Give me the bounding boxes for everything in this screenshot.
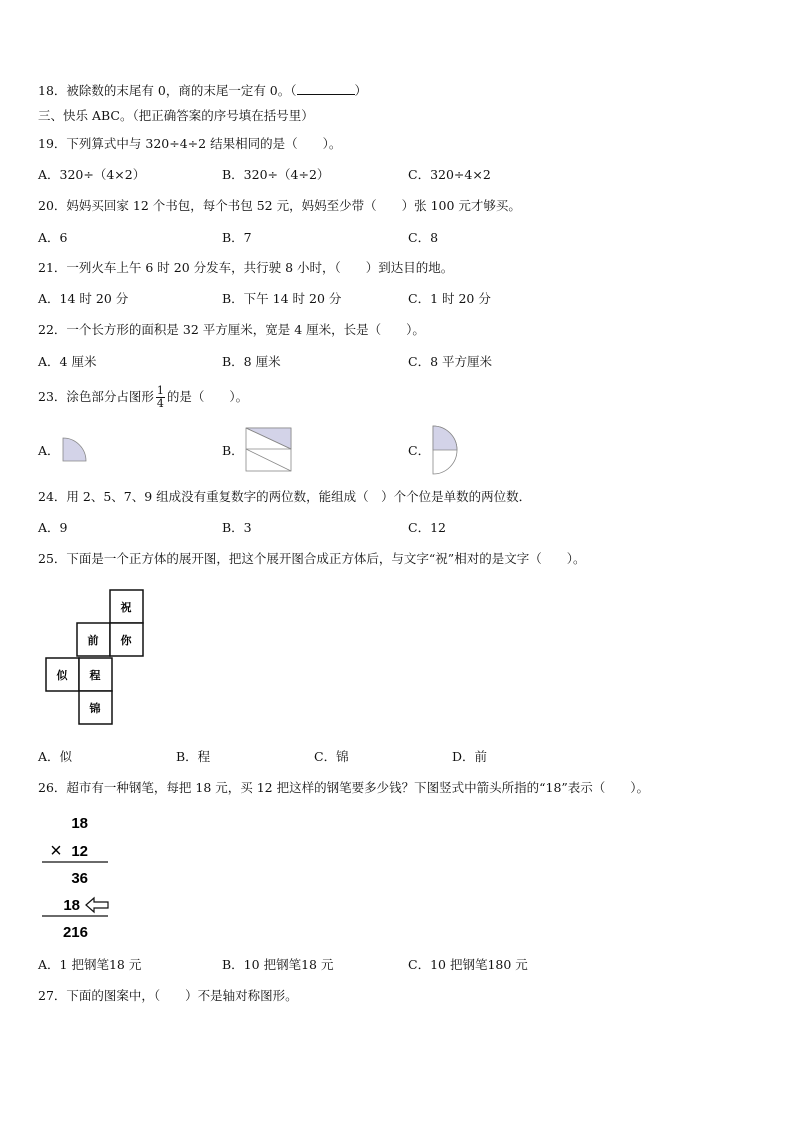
question-18 [38, 83, 367, 99]
question-26-stem: 26．超市有一种钢笔，每把 18 元，买 12 把这样的钢笔要多少钱？下图竖式中箭头所指的“18”表示（ ）。 [38, 780, 650, 795]
q18-close-paren: ） [354, 83, 368, 98]
q23-option-a[interactable]: A． [38, 443, 60, 458]
calc-partial-product-2: 18 [63, 897, 80, 914]
q19-option-c[interactable]: C．320÷4×2 [408, 167, 491, 182]
net-cell-zhu: 祝 [120, 601, 132, 614]
left-arrow-icon [86, 898, 108, 912]
q21-option-c[interactable]: C．1 时 20 分 [408, 291, 491, 306]
calc-result: 216 [62, 924, 88, 941]
q21-option-b[interactable]: B．下午 14 时 20 分 [222, 291, 342, 306]
question-27-stem: 27．下面的图案中，（ ）不是轴对称图形。 [38, 988, 298, 1003]
q24-option-b[interactable]: B．3 [222, 520, 252, 535]
q21-option-a[interactable]: A．14 时 20 分 [38, 291, 129, 306]
q19-option-b[interactable]: B．320÷（4÷2） [222, 167, 330, 182]
q26-option-a[interactable]: A．1 把钢笔18 元 [38, 957, 142, 972]
q25-option-c[interactable]: C．锦 [314, 749, 349, 764]
semicircle-figure [430, 424, 460, 476]
q24-option-a[interactable]: A．9 [38, 520, 68, 535]
q19-option-a[interactable]: A．320÷（4×2） [38, 167, 146, 182]
question-19-stem: 19．下列算式中与 320÷4÷2 结果相同的是（ ）。 [38, 136, 342, 151]
net-cell-cheng: 程 [89, 669, 101, 682]
q24-option-c[interactable]: C．12 [408, 520, 446, 535]
fraction-one-quarter [156, 385, 165, 410]
cube-net-figure [44, 588, 148, 730]
q18-text: 18．被除数的末尾有 0，商的末尾一定有 0。（ [38, 83, 297, 98]
q23-option-c[interactable]: C． [408, 443, 431, 458]
q25-option-a[interactable]: A．似 [38, 749, 73, 764]
net-cell-qian: 前 [87, 634, 99, 647]
q20-option-b[interactable]: B．7 [222, 230, 252, 245]
fraction-numerator: 1 [156, 384, 164, 397]
section-heading: 三、快乐 ABC。（把正确答案的序号填在括号里） [38, 108, 314, 123]
question-23-stem [38, 382, 248, 412]
vertical-multiplication-figure [36, 810, 126, 944]
q23-option-b[interactable]: B． [222, 443, 244, 458]
multiply-sign-icon: × [50, 840, 62, 862]
answer-blank[interactable] [297, 83, 355, 95]
q26-option-c[interactable]: C．10 把钢笔180 元 [408, 957, 528, 972]
q22-option-a[interactable]: A．4 厘米 [38, 354, 97, 369]
fraction-denominator: 4 [156, 397, 164, 410]
triangle-split-rectangle-figure [245, 427, 293, 473]
q26-option-b[interactable]: B．10 把钢笔18 元 [222, 957, 334, 972]
net-cell-si: 似 [56, 669, 68, 682]
q22-option-c[interactable]: C．8 平方厘米 [408, 354, 492, 369]
q25-option-b[interactable]: B．程 [176, 749, 211, 764]
q20-option-a[interactable]: A．6 [38, 230, 68, 245]
net-cell-jin: 锦 [89, 702, 101, 715]
calc-multiplicand: 18 [71, 815, 88, 832]
question-24-stem: 24．用 2、5、7、9 组成没有重复数字的两位数，能组成（ ）个个位是单数的两位数． [38, 489, 532, 504]
question-25-stem: 25．下面是一个正方体的展开图，把这个展开图合成正方体后，与文字“祝”相对的是文字（ ）。 [38, 551, 586, 566]
q20-option-c[interactable]: C．8 [408, 230, 439, 245]
question-20-stem: 20．妈妈买回家 12 个书包，每个书包 52 元，妈妈至少带（ ）张 100 元才够买。 [38, 198, 521, 213]
q23-stem-tail: 的是（ ）。 [166, 389, 249, 404]
q25-option-d[interactable]: D．前 [452, 749, 488, 764]
calc-multiplier: 12 [71, 843, 88, 860]
q23-stem-text: 23．涂色部分占图形 [38, 389, 154, 404]
calc-partial-product-1: 36 [71, 870, 88, 887]
net-cell-ni: 你 [120, 634, 132, 647]
question-22-stem: 22．一个长方形的面积是 32 平方厘米，宽是 4 厘米，长是（ ）。 [38, 322, 425, 337]
quarter-circle-figure [60, 436, 90, 464]
q22-option-b[interactable]: B．8 厘米 [222, 354, 281, 369]
question-21-stem: 21．一列火车上午 6 时 20 分发车，共行驶 8 小时，（ ）到达目的地。 [38, 260, 454, 275]
